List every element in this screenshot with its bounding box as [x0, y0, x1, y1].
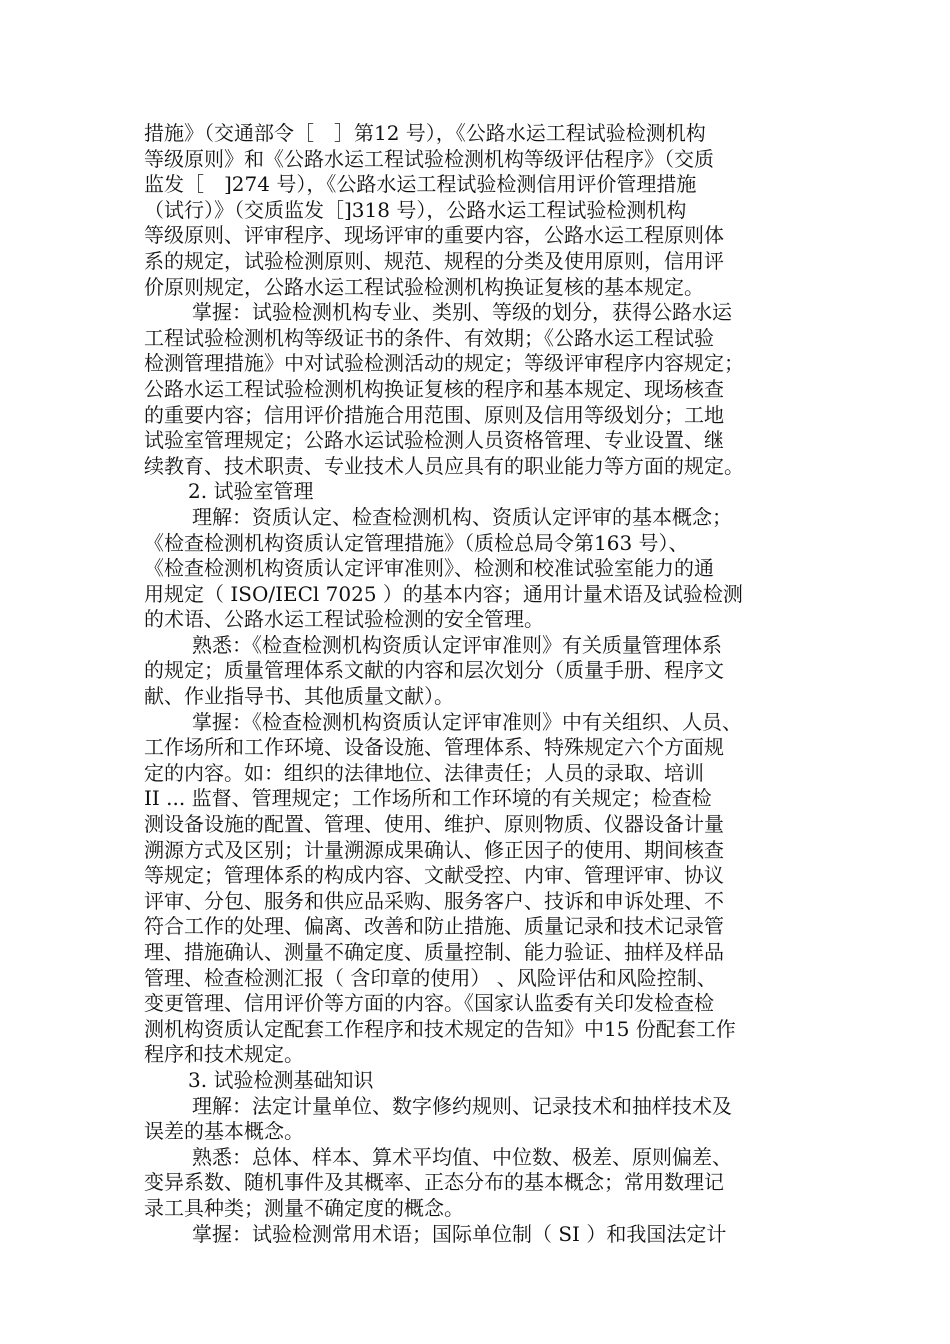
text-line: 等级原则、评审程序、现场评审的重要内容，公路水运工程原则体 [144, 223, 724, 248]
text-line: 误差的基本概念。 [144, 1119, 304, 1144]
text-line: 程序和技术规定。 [144, 1042, 304, 1067]
text-line: 监发［ ]274 号），《公路水运工程试验检测信用评价管理措施 [144, 172, 697, 197]
text-line: 录工具种类；测量不确定度的概念。 [144, 1195, 464, 1220]
text-line: 管理、检查检测汇报（ 含印章的使用） 、风险评估和风险控制、 [144, 965, 717, 990]
text-line-indented: 理解：资质认定、检查检测机构、资质认定评审的基本概念； [192, 504, 732, 529]
text-line: 工程试验检测机构等级证书的条件、有效期；《公路水运工程试验 [144, 325, 714, 350]
text-line: 符合工作的处理、偏离、改善和防止措施、质量记录和技术记录管 [144, 914, 724, 939]
text-line: 等规定；管理体系的构成内容、文献受控、内审、管理评审、协议 [144, 863, 724, 888]
text-line: 系的规定，试验检测原则、规范、规程的分类及使用原则，信用评 [144, 248, 724, 273]
text-line: 测机构资质认定配套工作程序和技术规定的告知》中15 份配套工作 [144, 1016, 736, 1041]
text-line: 续教育、技术职责、专业技术人员应具有的职业能力等方面的规定。 [144, 453, 744, 478]
text-line: 公路水运工程试验检测机构换证复核的程序和基本规定、现场核查 [144, 376, 724, 401]
text-line: 评审、分包、服务和供应品采购、服务客户、技诉和申诉处理、不 [144, 888, 724, 913]
text-line: 变更管理、信用评价等方面的内容。《国家认监委有关印发检查检 [144, 991, 714, 1016]
text-line: 《检查检测机构资质认定评审准则》、检测和校准试验室能力的通 [144, 556, 714, 581]
text-line: （试行）》（交质监发［]318 号），公路水运工程试验检测机构 [144, 197, 687, 222]
text-line-indented: 熟悉：总体、样本、算术平均值、中位数、极差、原则偏差、 [192, 1144, 732, 1169]
text-line: 理、措施确认、测量不确定度、质量控制、能力验证、抽样及样品 [144, 940, 724, 964]
text-line: 工作场所和工作环境、设备设施、管理体系、特殊规定六个方面规 [144, 735, 724, 760]
text-line: 的重要内容；信用评价措施合用范围、原则及信用等级划分；工地 [144, 402, 724, 427]
text-line-indented: 掌握：《检查检测机构资质认定评审准则》中有关组织、人员、 [192, 709, 742, 734]
text-line-indented: 掌握：试验检测常用术语；国际单位制（ SI ）和我国法定计 [192, 1221, 727, 1246]
text-line: 检测管理措施》中对试验检测活动的规定；等级评审程序内容规定； [144, 351, 744, 376]
text-line: 措施》（交通部令［ ］第12 号），《公路水运工程试验检测机构 [144, 121, 706, 145]
text-line: 《检查检测机构资质认定管理措施》（质检总局令第163 号）、 [144, 530, 689, 555]
text-line: 定的内容。如：组织的法律地位、法律责任；人员的录取、培训 [144, 760, 704, 785]
text-line: 的术语、公路水运工程试验检测的安全管理。 [144, 607, 544, 632]
section-heading: 2. 试验室管理 [188, 479, 314, 504]
text-line: 的规定；质量管理体系文献的内容和层次划分（质量手册、程序文 [144, 658, 724, 683]
text-line: 等级原则》和《公路水运工程试验检测机构等级评估程序》（交质 [144, 146, 714, 171]
document-body [144, 121, 814, 1247]
text-line: 用规定（ ISO/IECl 7025 ）的基本内容；通用计量术语及试验检测 [144, 581, 743, 606]
text-line: 变异系数、随机事件及其概率、正态分布的基本概念；常用数理记 [144, 1170, 724, 1195]
text-line-indented: 理解：法定计量单位、数字修约规则、记录技术和抽样技术及 [192, 1093, 732, 1118]
text-line: 测设备设施的配置、管理、使用、维护、原则物质、仪器设备计量 [144, 812, 724, 837]
section-heading: 3. 试验检测基础知识 [188, 1067, 374, 1092]
text-line: 价原则规定，公路水运工程试验检测机构换证复核的基本规定。 [144, 274, 704, 299]
text-line: 试验室管理规定；公路水运试验检测人员资格管理、专业设置、继 [144, 428, 724, 453]
text-line-indented: 掌握：试验检测机构专业、类别、等级的划分，获得公路水运 [192, 300, 732, 325]
text-line: 献、作业指导书、其他质量文献）。 [144, 684, 454, 709]
text-line-indented: 熟悉：《检查检测机构资质认定评审准则》有关质量管理体系 [192, 632, 722, 657]
text-line: 溯源方式及区别；计量溯源成果确认、修正因子的使用、期间核查 [144, 837, 724, 862]
text-line: II ... 监督、管理规定；工作场所和工作环境的有关规定；检查检 [144, 786, 712, 811]
